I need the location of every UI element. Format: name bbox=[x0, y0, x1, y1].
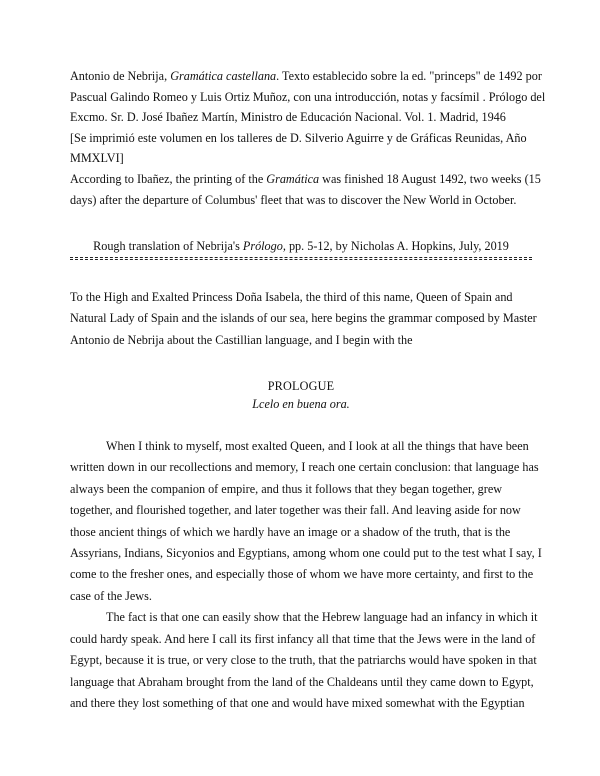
paragraph-2-line: could hardy speak. And here I call its first infancy all that time that the Jews were in the land of bbox=[70, 631, 536, 646]
bib-line-7: days) after the departure of Columbus' fleet that was to discover the New World in October. bbox=[70, 192, 517, 207]
paragraph-1-line: written down in our recollections and memory, I reach one certain conclusion: that language has bbox=[70, 460, 539, 475]
bib-author: Antonio de Nebrija, bbox=[70, 69, 171, 83]
bib-title: Gramática castellana bbox=[170, 69, 277, 83]
paragraph-1-line: always been the companion of empire, and thus it follows that they began together, grew bbox=[70, 481, 503, 496]
bibliographic-note bbox=[70, 66, 546, 210]
double-dashed-separator bbox=[70, 257, 532, 260]
paragraph-2-line: and there they lost something of that one and would have mixed somewhat with the Egyptian bbox=[70, 695, 525, 710]
prologue-heading: PROLOGUE bbox=[267, 379, 335, 394]
prologue-motto: Lcelo en buena ora. bbox=[252, 397, 350, 412]
paragraph-1-line: together, and flourished together, and later together was their fall. And leaving aside for now bbox=[70, 503, 521, 518]
credit-title: Prólogo, bbox=[242, 239, 286, 254]
paragraph-1-line: Assyrians, Indians, Sicyonios and Egyptians, among whom one could put to the test what I say, I bbox=[70, 546, 542, 561]
bib-note-title: Gramática bbox=[266, 171, 320, 186]
paragraph-2-line: language that Abraham brought from the land of the Chaldeans until they came down to Egypt, bbox=[70, 674, 534, 689]
bib-line-5: MMXLVI] bbox=[70, 151, 124, 166]
dedication-line: To the High and Exalted Princess Doña Isabela, the third of this name, Queen of Spain and bbox=[70, 290, 513, 305]
document-page bbox=[70, 66, 546, 714]
bib-note-prefix: According to Ibañez, the printing of the bbox=[70, 171, 267, 186]
paragraph-1-line: come to the fresher ones, and especially those of whom we have more certainty, and first to the bbox=[70, 567, 534, 582]
paragraph-2-line: The fact is that one can easily show that the Hebrew language had an infancy in which it bbox=[106, 610, 538, 625]
paragraph-2-line: Egypt, because it is true, or very close to the truth, that the patriarchs would have spoken in that bbox=[70, 653, 537, 668]
bib-line-6 bbox=[70, 169, 541, 190]
bib-line-4: [Se imprimió este volumen en los talleres de D. Silverio Aguirre y de Gráficas Reunidas, Año bbox=[70, 130, 527, 145]
bib-line-3: Excmo. Sr. D. José Ibañez Martín, Ministro de Educación Nacional. Vol. 1. Madrid, 1946 bbox=[70, 110, 506, 125]
bib-edition: . Texto establecido sobre la ed. "princeps" de 1492 por bbox=[276, 69, 542, 83]
dedication-line: Natural Lady of Spain and the islands of our sea, here begins the grammar composed by Master bbox=[70, 311, 537, 326]
translation-credit bbox=[70, 238, 532, 254]
paragraph-1-line: those ancient things of which we hardly have an image or a shadow of the truth, that is the bbox=[70, 524, 511, 539]
paragraph-1-line: case of the Jews. bbox=[70, 588, 152, 603]
dedication-line: Antonio de Nebrija about the Castillian language, and I begin with the bbox=[70, 332, 413, 347]
paragraph-1-line: When I think to myself, most exalted Queen, and I look at all the things that have been bbox=[106, 439, 529, 454]
dedication bbox=[70, 287, 537, 351]
prologue-body bbox=[70, 436, 542, 714]
credit-suffix: pp. 5-12, by Nicholas A. Hopkins, July, 2019 bbox=[285, 239, 509, 254]
bib-line-2: Pascual Galindo Romeo y Luis Ortiz Muñoz, con una introducción, notas y facsímil . Prólogo del bbox=[70, 89, 546, 104]
credit-prefix: Rough translation of Nebrija's bbox=[93, 239, 243, 254]
bib-note-suffix: was finished 18 August 1492, two weeks (15 bbox=[319, 171, 541, 186]
bib-line-1 bbox=[70, 66, 542, 87]
